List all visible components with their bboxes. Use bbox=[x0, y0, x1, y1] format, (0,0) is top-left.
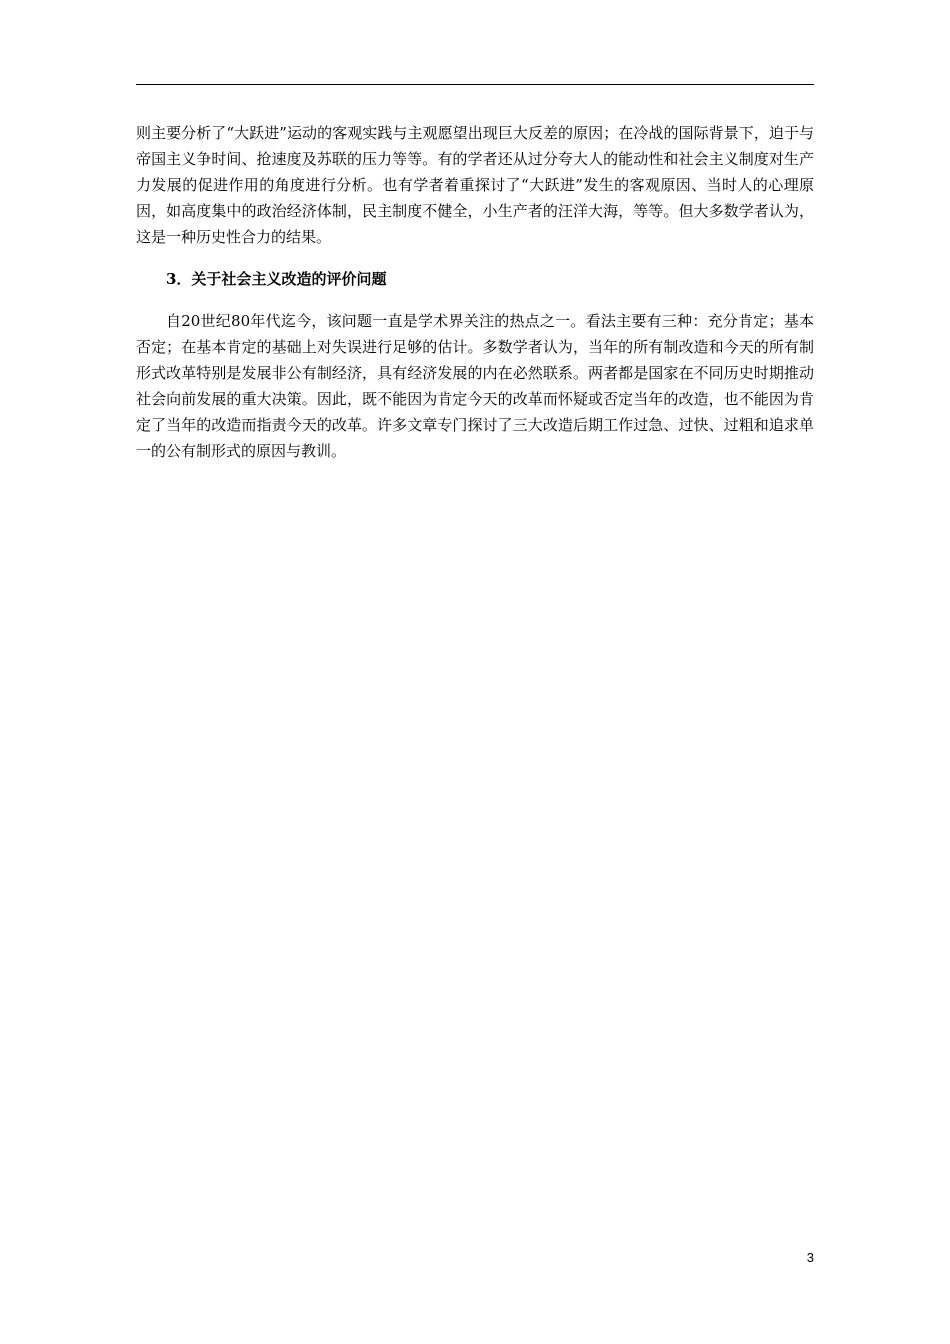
page-number: 3 bbox=[806, 1250, 814, 1265]
section-heading: 3．关于社会主义改造的评价问题 bbox=[166, 270, 387, 288]
body-paragraph: 自20世纪80年代迄今，该问题一直是学术界关注的热点之一。看法主要有三种：充分肯定；基本否定；在基本肯定的基础上对失误进行足够的估计。多数学者认为，当年的所有制改造和今天的所有制形式改革特别是发展非公有制经济，具有经济发展的内在必然联系。两者都是国家在不同历史时期推动社会向前发展的重大决策。因此，既不能因为肯定今天的改革而怀疑或否定当年的改造，也不能因为肯定了当年的改造而指责今天的改革。许多文章专门探讨了三大改造后期工作过急、过快、过粗和追求单一的公有制形式的原因与教训。 bbox=[136, 312, 814, 460]
header-rule bbox=[136, 84, 814, 85]
body-paragraph: 则主要分析了“大跃进”运动的客观实践与主观愿望出现巨大反差的原因；在冷战的国际背景下，迫于与帝国主义争时间、抢速度及苏联的压力等等。有的学者还从过分夸大人的能动性和社会主义制度对生产力发展的促进作用的角度进行分析。也有学者着重探讨了“大跃进”发生的客观原因、当时人的心理原因，如高度集中的政治经济体制，民主制度不健全，小生产者的汪洋大海，等等。但大多数学者认为，这是一种历史性合力的结果。 bbox=[136, 124, 814, 246]
document-body bbox=[136, 120, 814, 464]
